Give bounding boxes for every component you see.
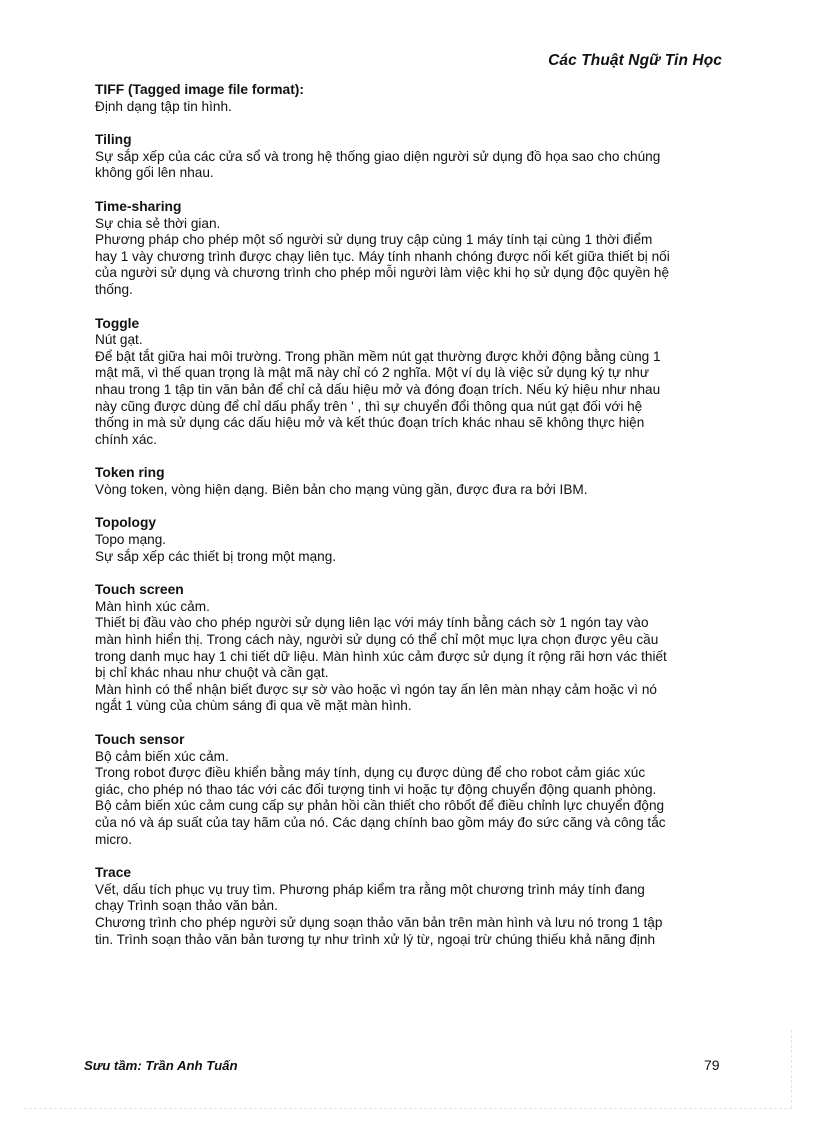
- glossary-term: Tiling: [95, 132, 132, 148]
- page-number: 79: [704, 1057, 720, 1073]
- definition-line: hay 1 vày chương trình được chạy liên tục. Máy tính nhanh chóng được nối kết giữa thiết bị nối: [95, 248, 670, 264]
- definition-line: của người sử dụng và chương trình cho phép mỗi người làm việc khi họ sử dụng độc quyền hệ: [95, 265, 670, 281]
- definition-line: micro.: [95, 831, 133, 847]
- definition-line: Màn hình xúc cảm.: [95, 598, 210, 614]
- glossary-entry: [95, 199, 725, 299]
- definition-line: không gối lên nhau.: [95, 165, 214, 181]
- glossary-entry: [95, 515, 725, 565]
- definition-line: Phương pháp cho phép một số người sử dụng truy cập cùng 1 máy tính tại cùng 1 thời điểm: [95, 232, 653, 248]
- glossary-term: Token ring: [95, 465, 165, 481]
- definition-line: ngắt 1 vùng của chùm sáng đi qua về mặt màn hình.: [95, 698, 412, 714]
- glossary-entry: [95, 82, 725, 115]
- glossary-term: Touch screen: [95, 582, 184, 598]
- definition-line: giác, cho phép nó thao tác với các đối tượng tinh vi hoặc tự động chuyển động quanh phòng.: [95, 781, 657, 797]
- definition-line: chạy Trình soạn thảo văn bản.: [95, 898, 278, 914]
- glossary-term: Trace: [95, 865, 132, 881]
- glossary-content: [95, 82, 725, 965]
- definition-line: nhau trong 1 tập tin văn bản để chỉ cả dấu hiệu mở và đóng đoạn trích. Nếu ký hiệu như nhau: [95, 381, 661, 397]
- glossary-term: Topology: [95, 515, 157, 531]
- definition-line: của nó và áp suất của tay hãm của nó. Các dạng chính bao gồm máy đo sức căng và công tắc: [95, 814, 666, 830]
- definition-line: chính xác.: [95, 431, 157, 447]
- definition-line: Sự sắp xếp các thiết bị trong một mạng.: [95, 548, 337, 564]
- definition-line: thống.: [95, 281, 133, 297]
- definition-line: Để bật tắt giữa hai môi trường. Trong phần mềm nút gạt thường được khởi động bằng cùng 1: [95, 348, 661, 364]
- definition-line: Thiết bị đầu vào cho phép người sử dụng liên lạc với máy tính bằng cách sờ 1 ngón tay vào: [95, 615, 649, 631]
- running-header-title: Các Thuật Ngữ Tin Học: [548, 52, 722, 69]
- glossary-entry: [95, 732, 725, 848]
- glossary-term: Touch sensor: [95, 732, 185, 747]
- page-bottom-edge: [24, 1108, 792, 1109]
- glossary-term: TIFF (Tagged image file format):: [95, 82, 305, 97]
- definition-line: màn hình hiển thị. Trong cách này, người sử dụng có thể chỉ một mục lựa chọn được yêu cầu: [95, 632, 659, 648]
- definition-line: thống in mà sử dụng các dấu hiệu mở và kết thúc đoạn trích khác nhau sẽ không thực hiện: [95, 415, 645, 431]
- definition-line: Sự chia sẻ thời gian.: [95, 215, 221, 231]
- page-right-edge: [791, 1030, 792, 1108]
- definition-line: tin. Trình soạn thảo văn bản tương tự như trình xử lý từ, ngoại trừ chúng thiếu khả năng định: [95, 931, 656, 947]
- definition-line: Chương trình cho phép người sử dụng soạn thảo văn bản trên màn hình và lưu nó trong 1 tập: [95, 914, 663, 930]
- definition-line: Màn hình có thể nhận biết được sự sờ vào hoặc vì ngón tay ấn lên màn nhạy cảm hoặc vì nó: [95, 681, 657, 697]
- glossary-term: Toggle: [95, 315, 140, 331]
- definition-line: mật mã, vì thế quan trọng là mật mã này chỉ có 2 nghĩa. Một ví dụ là việc sử dụng ký tự như: [95, 365, 649, 381]
- glossary-entry: [95, 132, 725, 182]
- definition-line: Trong robot được điều khiển bằng máy tính, dụng cụ được dùng để cho robot cảm giác xúc: [95, 765, 646, 781]
- definition-line: Nút gạt.: [95, 332, 143, 348]
- definition-line: Bộ cảm biến xúc cảm.: [95, 748, 229, 764]
- glossary-entry: [95, 465, 725, 498]
- definition-line: bị chỉ khác nhau như chuột và cần gạt.: [95, 665, 329, 681]
- glossary-entry: [95, 865, 725, 948]
- definition-line: Bộ cảm biến xúc cảm cung cấp sự phản hồi cần thiết cho rôbốt để điều chỉnh lực chuyển động: [95, 798, 665, 814]
- definition-line: Vết, dấu tích phục vụ truy tìm. Phương pháp kiểm tra rằng một chương trình máy tính đang: [95, 881, 645, 897]
- footer-author: Sưu tầm: Trần Anh Tuấn: [84, 1058, 238, 1073]
- definition-line: Sự sắp xếp của các cửa sổ và trong hệ thống giao diện người sử dụng đồ họa sao cho chúng: [95, 148, 661, 164]
- glossary-term: Time-sharing: [95, 198, 182, 214]
- definition-line: Vòng token, vòng hiện dạng. Biên bản cho mạng vùng gần, được đưa ra bởi IBM.: [95, 481, 588, 497]
- glossary-entry: [95, 582, 725, 715]
- definition-line: Định dạng tập tin hình.: [95, 98, 232, 114]
- definition-line: Topo mạng.: [95, 532, 167, 548]
- definition-line: này cũng được dùng để chỉ dấu phẩy trên ' , thì sự chuyển đổi thông qua nút gạt đối với hệ: [95, 398, 643, 414]
- glossary-entry: [95, 316, 725, 449]
- definition-line: trong danh mục hay 1 chi tiết dữ liệu. Màn hình xúc cảm được sử dụng ít rộng rãi hơn vác thiết: [95, 648, 667, 664]
